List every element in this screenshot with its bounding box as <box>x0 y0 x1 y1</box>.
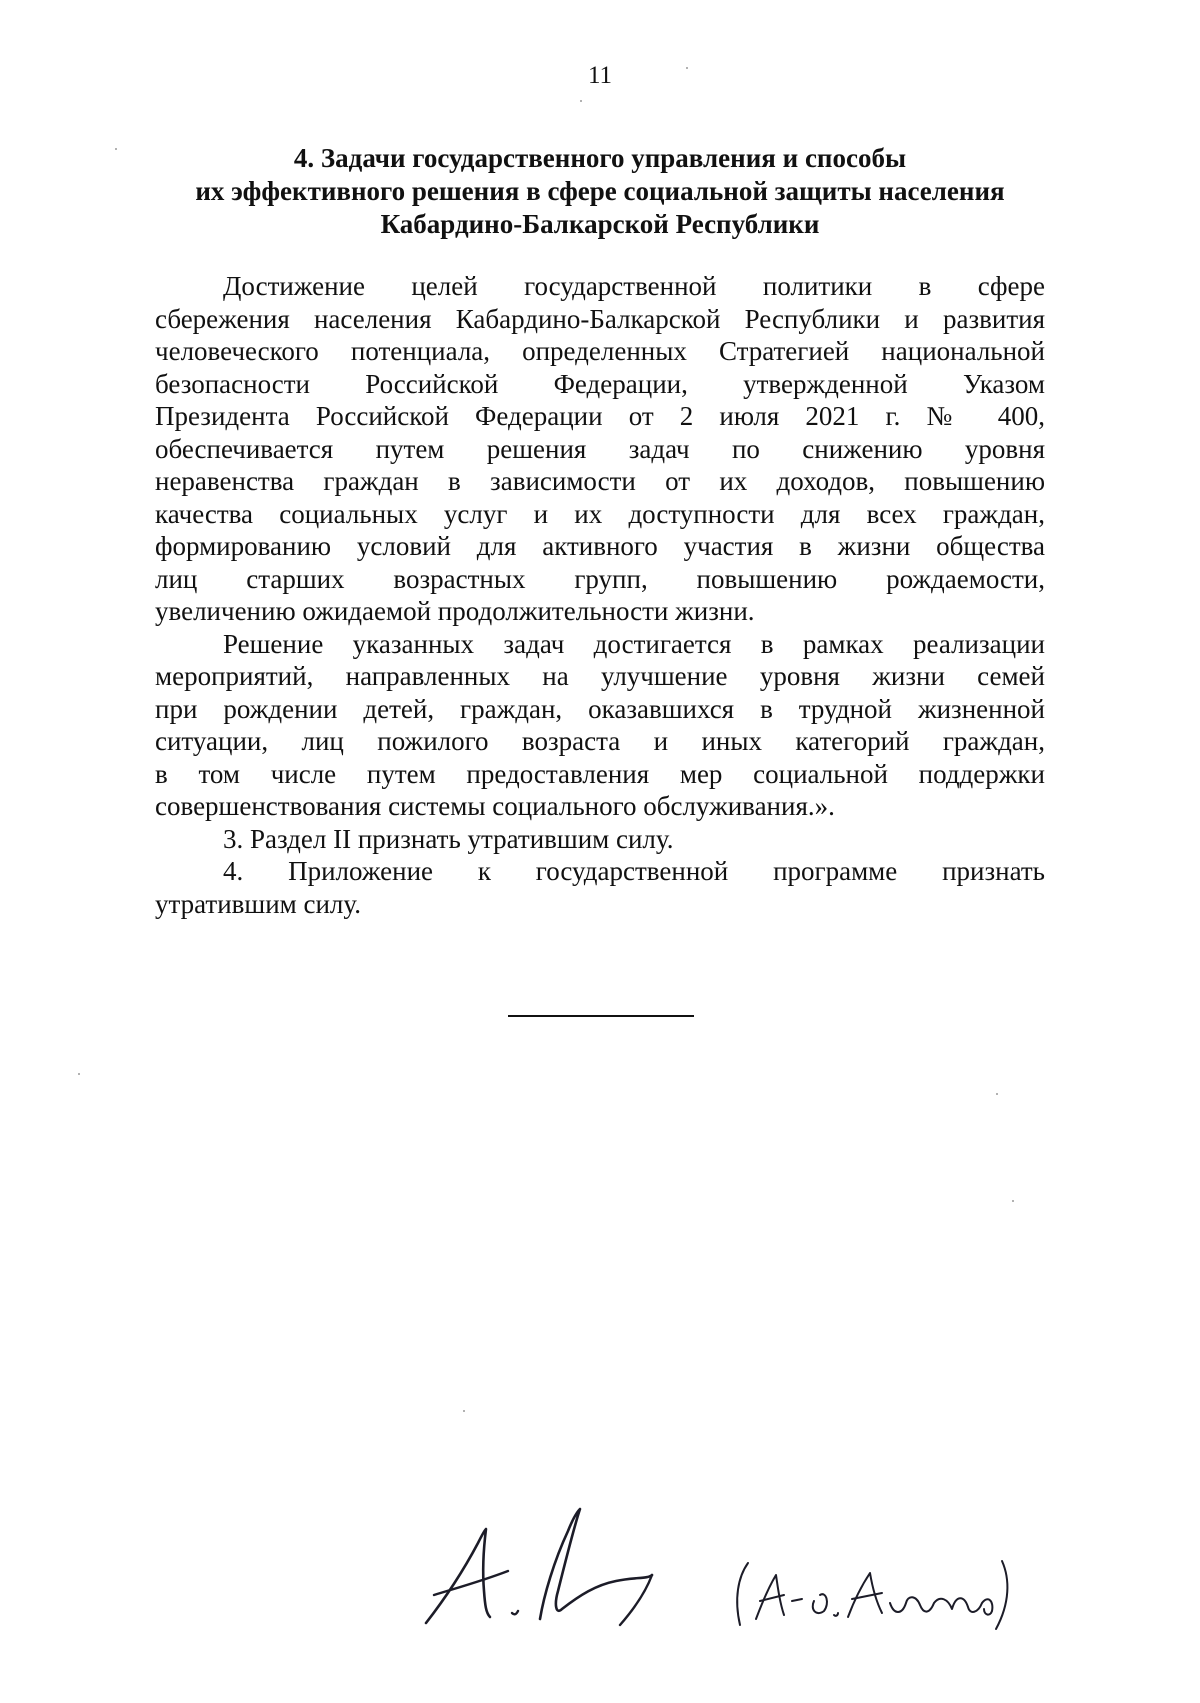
text-line: сбережения населения Кабардино-Балкарской Республики и развития <box>155 303 1045 334</box>
scan-speck <box>996 1093 998 1095</box>
text-line: безопасности Российской Федерации, утвержденной Указом <box>155 368 1045 399</box>
text-line: лиц старших возрастных групп, повышению рождаемости, <box>155 563 1045 594</box>
text-line: Президента Российской Федерации от 2 июля 2021 г. № 400, <box>155 401 1045 431</box>
text-line: качества социальных услуг и их доступности для всех граждан, <box>155 498 1045 529</box>
text-line: Достижение целей государственной политики в сфере <box>223 271 1045 301</box>
text-line: 4. Приложение к государственной программе признать <box>223 856 1045 886</box>
text-line: мероприятий, направленных на улучшение уровня жизни семей <box>155 661 1045 691</box>
text-line: утратившим силу. <box>155 888 361 919</box>
paragraph-item-4 <box>155 855 1045 920</box>
section-heading-line: их эффективного решения в сфере социальной защиты населения <box>195 176 1005 206</box>
end-divider-line <box>508 1015 694 1017</box>
handwritten-signature <box>420 1505 680 1635</box>
text-line: ситуации, лиц пожилого возраста и иных категорий граждан, <box>155 726 1045 756</box>
scan-speck <box>463 1410 465 1412</box>
text-line: человеческого потенциала, определенных Стратегией национальной <box>155 336 1045 366</box>
paragraph-item-3 <box>155 823 1045 856</box>
section-heading-line: 4. Задачи государственного управления и способы <box>293 143 907 173</box>
section-heading <box>130 142 1070 241</box>
text-line: обеспечивается путем решения задач по снижению уровня <box>155 433 1045 464</box>
text-line: при рождении детей, граждан, оказавшихся в трудной жизненной <box>155 693 1045 724</box>
handwritten-name <box>730 1555 1020 1635</box>
scan-speck <box>78 1073 80 1075</box>
text-line: Решение указанных задач достигается в рамках реализации <box>223 628 1045 659</box>
text-line: в том числе путем предоставления мер социальной поддержки <box>155 758 1045 789</box>
text-line: 3. Раздел II признать утратившим силу. <box>223 823 674 854</box>
document-body <box>155 270 1045 920</box>
section-heading-line: Кабардино-Балкарской Республики <box>380 209 820 239</box>
text-line: неравенства граждан в зависимости от их доходов, повышению <box>155 466 1045 496</box>
text-line: формированию условий для активного участия в жизни общества <box>155 531 1045 561</box>
scan-speck <box>115 148 117 150</box>
scan-speck <box>1012 1200 1014 1202</box>
scan-speck <box>686 67 688 69</box>
scan-speck <box>580 100 582 102</box>
paragraph-goals <box>155 270 1045 628</box>
paragraph-solutions <box>155 628 1045 823</box>
text-line: увеличению ожидаемой продолжительности жизни. <box>155 596 755 626</box>
text-line: совершенствования системы социального обслуживания.». <box>155 791 835 821</box>
page-number: 11 <box>587 62 613 89</box>
